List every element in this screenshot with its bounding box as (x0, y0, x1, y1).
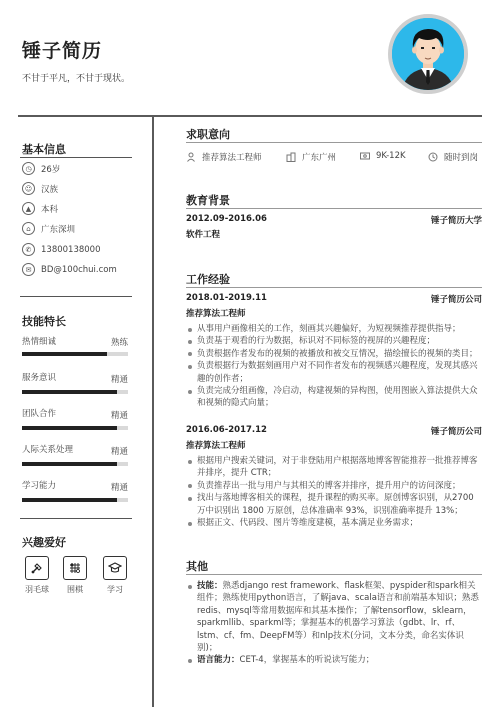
skill-bar (22, 462, 128, 466)
info-age (22, 162, 60, 175)
skill-item (22, 371, 128, 397)
job-icon (186, 152, 196, 162)
skill-level: 精通 (110, 447, 128, 457)
other-skill-text: 熟悉django rest framework、flask框架、pyspider和spark相关组件；熟练使用python语言，了解java、scala语言和前端基本知识；熟悉redis、mysql等常用数据库和其基本操作；了解tensorflow，sklearn，sparkmllib、sparkml等；掌握基本的机器学习算法（gdbt、lr、rf、lstm、cf、fm、DeepFM等）和nlp技术(分词，文本分类，命名实体识别)； (197, 581, 479, 654)
job-company: 锤子简历公司 (430, 427, 482, 437)
skill-bar (22, 390, 128, 394)
work-rule (186, 287, 482, 288)
job-company: 锤子简历公司 (430, 295, 482, 305)
hobby-label: 学习 (107, 585, 123, 594)
list-item: 从事用户画像相关的工作，刻画其兴趣偏好，为短视频推荐提供指导； (186, 323, 482, 335)
skills-title: 技能特长 (22, 315, 66, 328)
hobby-study (100, 556, 130, 595)
ethnicity-icon: ☺ (22, 182, 35, 195)
avatar (388, 14, 468, 94)
salary-icon (360, 151, 370, 161)
hobby-go (60, 556, 90, 595)
time-icon (428, 152, 438, 162)
hobby-badminton (22, 556, 52, 595)
list-item: 找出与落地博客相关的课程，提升课程的购买率。原创博客识别，从2700万中识别出 1800 万原创，总体准确率 93%，识别准确率提升 13%； (186, 492, 482, 517)
skill-name: 团队合作 (22, 409, 57, 419)
intent-title: 求职意向 (186, 128, 230, 141)
info-education-value: 本科 (41, 204, 59, 215)
education-major: 软件工程 (186, 230, 221, 240)
job-role: 推荐算法工程师 (186, 309, 246, 319)
skill-name: 学习能力 (22, 481, 57, 491)
skill-level: 熟练 (110, 338, 128, 348)
location-icon: ⌂ (22, 222, 35, 235)
info-age-value: 26岁 (41, 164, 61, 175)
list-item (186, 580, 482, 654)
list-item: 负责完成分组画像，冷启动，构建视频的异构图，使用图嵌入算法提供大众和视频的隐式向量； (186, 385, 482, 410)
other-bullets (186, 580, 482, 667)
basic-info-title: 基本信息 (22, 143, 66, 156)
intent-time-value: 随时到岗 (444, 153, 479, 163)
skill-bar-fill (22, 352, 107, 356)
intent-city-value: 广东广州 (302, 153, 337, 163)
resume-motto: 不甘于平凡，不甘于现状。 (22, 74, 131, 84)
list-item (186, 654, 482, 666)
job-bullets (186, 455, 482, 529)
other-language-text: CET-4，掌握基本的听说读写能力； (239, 655, 375, 666)
skill-item (22, 479, 128, 505)
resume-name: 锤子简历 (22, 40, 103, 62)
job-period: 2016.06-2017.12 (186, 425, 267, 435)
skill-bar (22, 426, 128, 430)
skills-bottom-rule (20, 518, 132, 519)
info-ethnicity (22, 182, 58, 195)
info-ethnicity-value: 汉族 (41, 184, 59, 195)
skill-level: 精通 (110, 375, 128, 385)
city-icon (286, 152, 296, 162)
phone-icon: ✆ (22, 243, 35, 256)
intent-time (428, 151, 478, 163)
list-item: 负责根据行为数据刻画用户对不同作者发布的视频感兴趣程度，发现其感兴趣的创作者； (186, 360, 482, 385)
other-title: 其他 (186, 560, 208, 573)
intent-salary-value: 9K-12K (376, 151, 406, 161)
list-item: 根据正文、代码段、图片等维度建模，基本满足业务需求； (186, 517, 482, 529)
study-icon (103, 556, 127, 580)
column-divider (152, 115, 154, 707)
skill-bar-fill (22, 426, 117, 430)
intent-salary (360, 151, 406, 161)
job-bullets (186, 323, 482, 410)
education-icon: ▲ (22, 202, 35, 215)
info-email (22, 263, 117, 276)
hobbies-title: 兴趣爱好 (22, 536, 66, 549)
list-item: 负责根据作者发布的视频的被播放和被交互情况，描绘擅长的视频的类目； (186, 348, 482, 360)
skill-bar-fill (22, 390, 117, 394)
education-rule (186, 208, 482, 209)
list-item: 负责基于观看的行为数据，标识对不同标签的视屏的兴趣程度； (186, 335, 482, 347)
skill-item (22, 407, 128, 433)
info-phone (22, 243, 101, 256)
skill-level: 精通 (110, 411, 128, 421)
skill-bar-fill (22, 462, 117, 466)
skill-level: 精通 (110, 483, 128, 493)
header-divider (18, 115, 482, 117)
list-item: 根据用户搜索关键词，对于非登陆用户根据落地博客智能推荐一批推荐博客并排序，提升 CTR； (186, 455, 482, 480)
avatar-illustration (392, 18, 464, 90)
info-email-value: BD@100chui.com (41, 264, 117, 275)
education-school: 锤子简历大学 (430, 216, 482, 226)
basic-info-bottom-rule (20, 296, 132, 297)
intent-job (186, 151, 262, 163)
badminton-icon (25, 556, 49, 580)
skill-item (22, 335, 128, 361)
other-rule (186, 574, 482, 575)
info-phone-value: 13800138000 (41, 244, 101, 255)
info-location-value: 广东深圳 (41, 224, 76, 235)
other-skill-label: 技能： (197, 581, 223, 591)
work-title: 工作经验 (186, 273, 230, 286)
intent-rule (186, 142, 482, 143)
skill-name: 热情细诚 (22, 337, 57, 347)
skill-bar (22, 352, 128, 356)
list-item: 负责推荐出一批与用户与其相关的博客并排序，提升用户的访问深度； (186, 480, 482, 492)
email-icon: ✉ (22, 263, 35, 276)
job-period: 2018.01-2019.11 (186, 293, 267, 303)
intent-city (286, 151, 336, 163)
intent-job-value: 推荐算法工程师 (202, 153, 262, 163)
hobby-label: 羽毛球 (25, 585, 49, 594)
skill-name: 服务意识 (22, 373, 57, 383)
go-board-icon (63, 556, 87, 580)
education-period: 2012.09-2016.06 (186, 214, 267, 224)
age-icon: ◷ (22, 162, 35, 175)
skill-bar (22, 498, 128, 502)
skill-item (22, 443, 128, 469)
basic-info-rule (20, 157, 132, 158)
education-title: 教育背景 (186, 194, 230, 207)
hobby-label: 围棋 (67, 585, 83, 594)
info-location (22, 222, 75, 235)
job-role: 推荐算法工程师 (186, 441, 246, 451)
other-language-label: 语言能力： (197, 655, 240, 666)
skill-bar-fill (22, 498, 117, 502)
info-education (22, 202, 58, 215)
skill-name: 人际关系处理 (22, 445, 74, 455)
